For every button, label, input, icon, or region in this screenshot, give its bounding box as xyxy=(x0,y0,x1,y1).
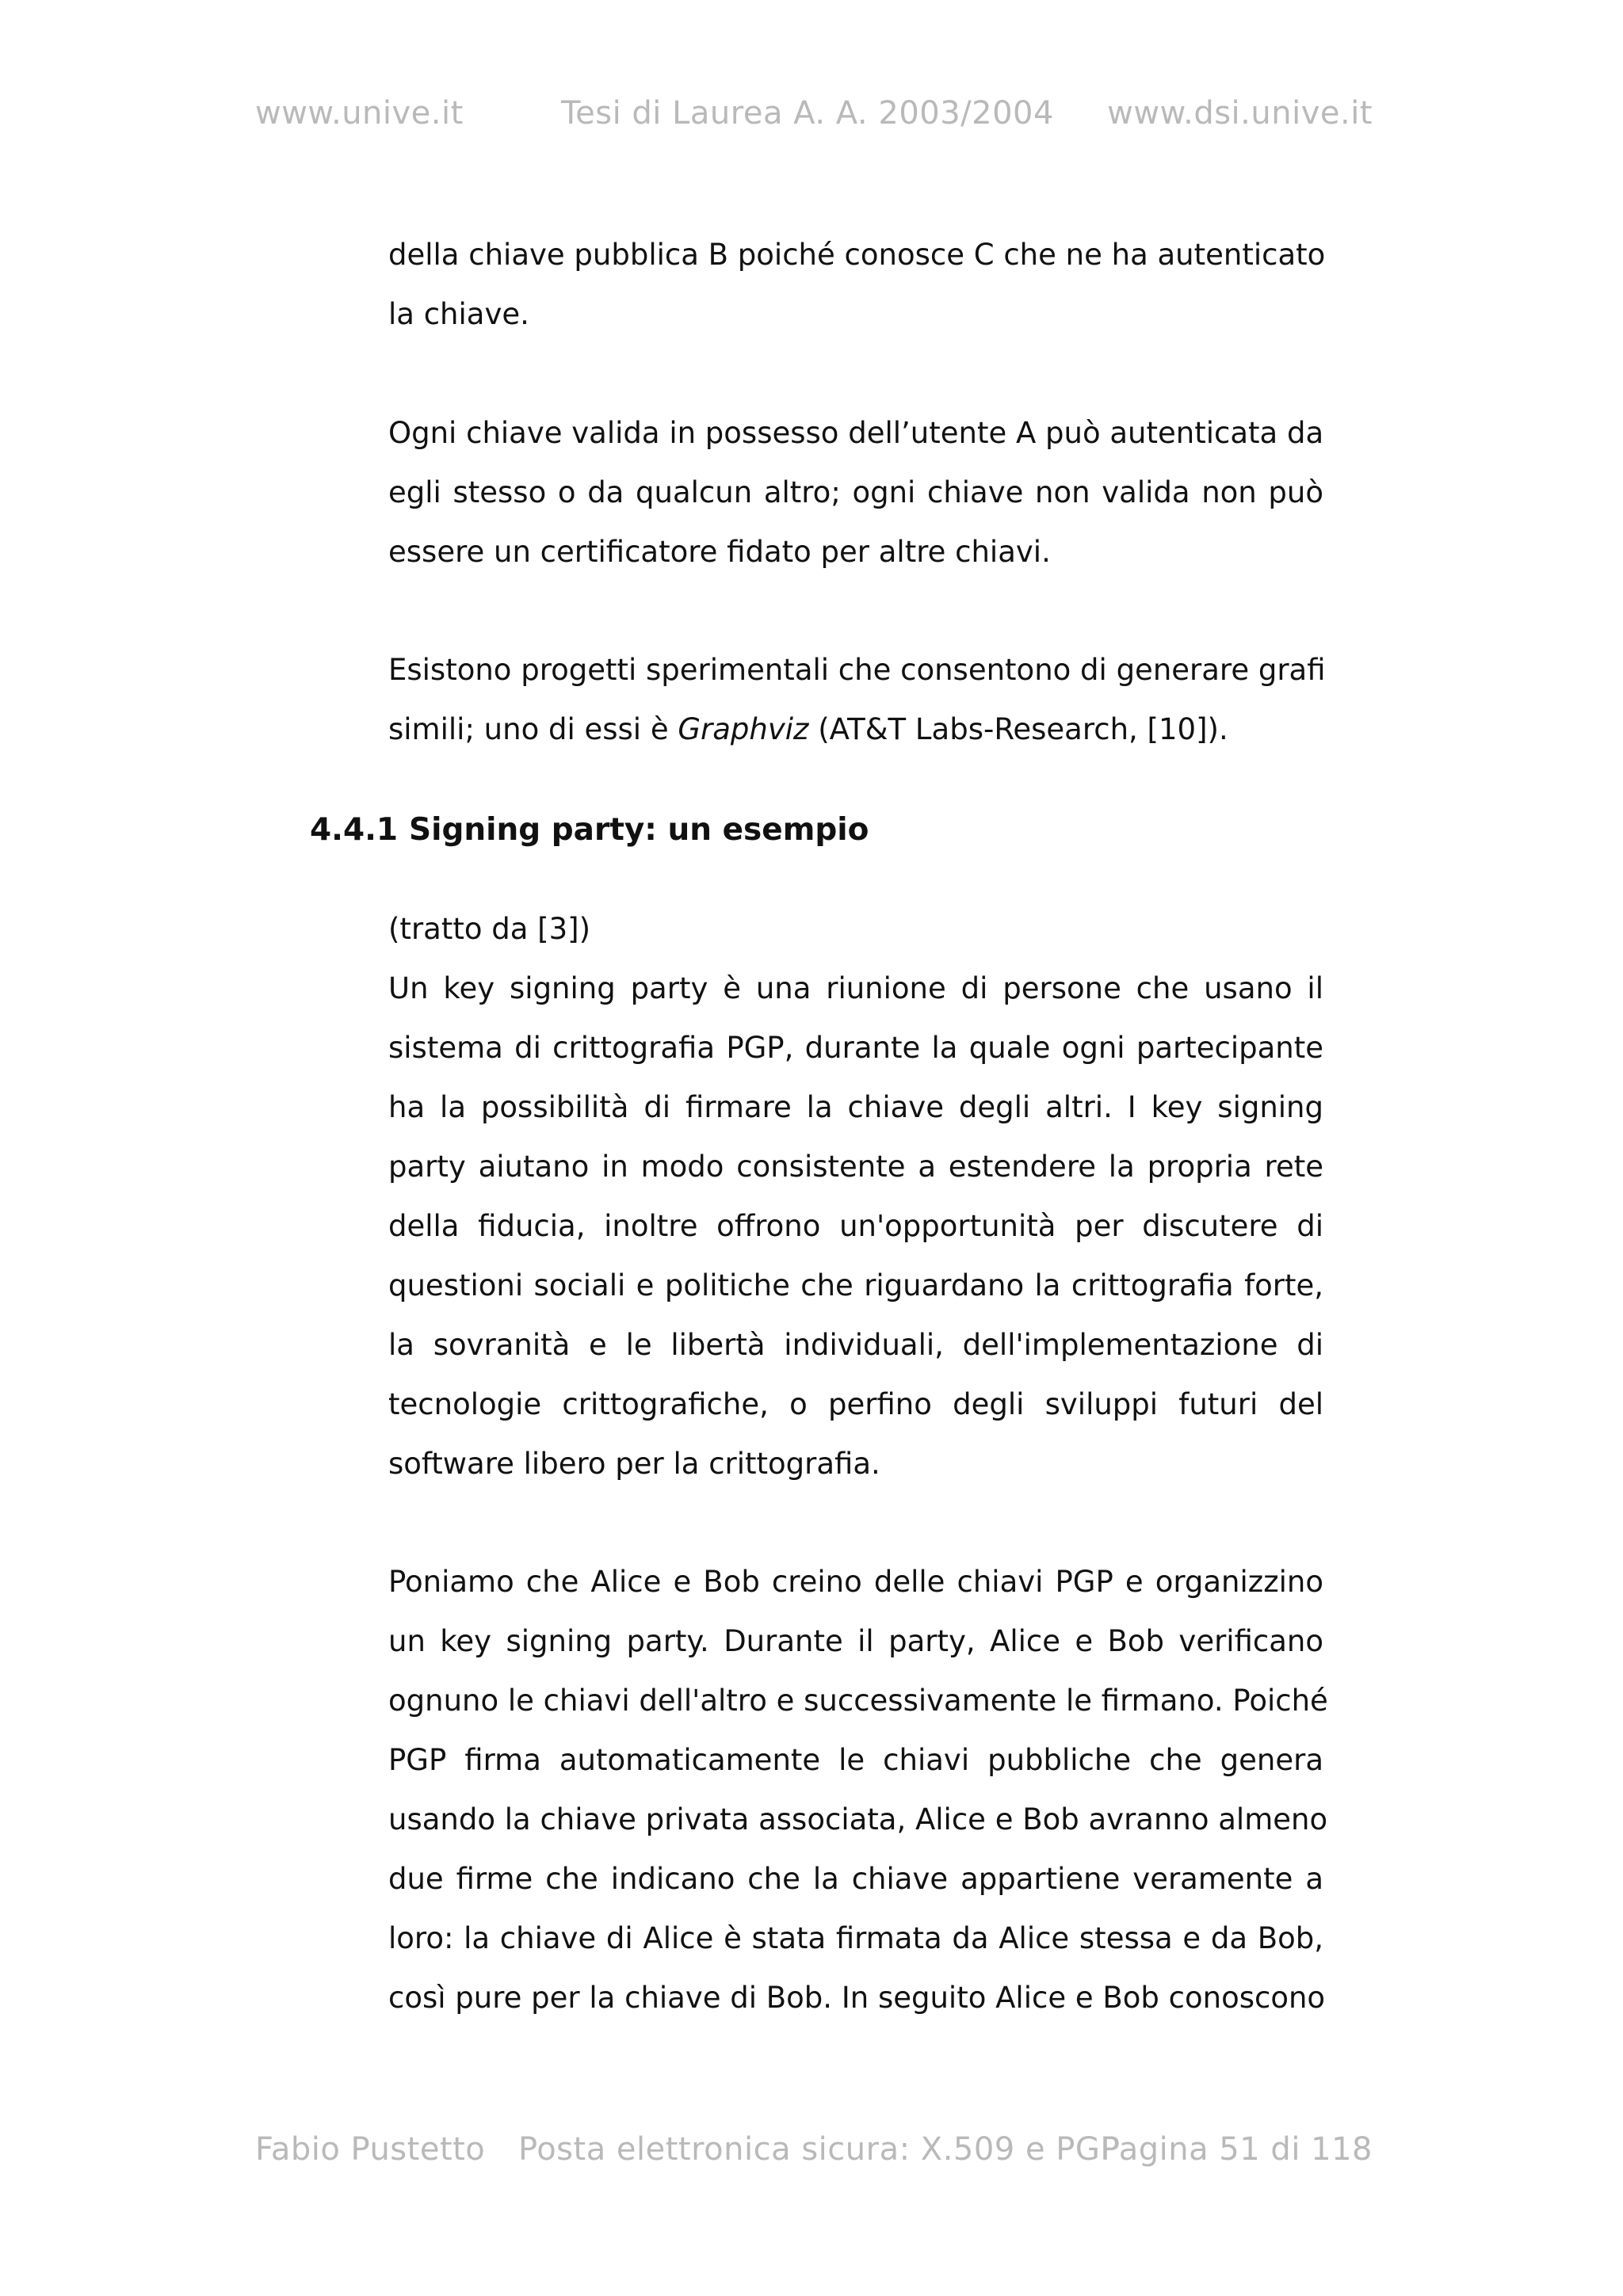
text-line: Esistono progetti sperimentali che consentono di generare grafi xyxy=(388,653,1326,687)
paragraph-4 xyxy=(388,959,1323,1493)
text-segment: (AT&T Labs-Research, [10]). xyxy=(808,712,1228,746)
text-line: un key signing party. Durante il party, Alice e Bob verificano xyxy=(388,1624,1323,1658)
text-line: ha la possibilità di firmare la chiave degli altri. I key signing xyxy=(388,1090,1323,1124)
text-line: Ogni chiave valida in possesso dell’utente A può autenticata da xyxy=(388,416,1324,450)
text-line: (tratto da [3]) xyxy=(388,912,591,946)
text-line: software libero per la crittografia. xyxy=(388,1447,880,1481)
section-title: Signing party: un esempio xyxy=(409,812,869,848)
text-line: della chiave pubblica B poiché conosce C che ne ha autenticato xyxy=(388,238,1326,272)
text-line: egli stesso o da qualcun altro; ogni chiave non valida non può xyxy=(388,475,1323,509)
text-line: usando la chiave privata associata, Alice e Bob avranno almeno xyxy=(388,1802,1328,1836)
text-segment: simili; uno di essi è xyxy=(388,712,678,746)
text-line: Poniamo che Alice e Bob creino delle chiavi PGP e organizzino xyxy=(388,1565,1323,1599)
section-number: 4.4.1 xyxy=(310,812,399,848)
text-line xyxy=(388,700,1323,759)
header-right-url: www.dsi.unive.it xyxy=(1107,95,1373,132)
text-line: PGP firma automaticamente le chiavi pubbliche che genera xyxy=(388,1743,1323,1777)
text-line: party aiutano in modo consistente a estendere la propria rete xyxy=(388,1150,1323,1184)
source-note xyxy=(388,899,1323,959)
text-line: la chiave. xyxy=(388,297,529,331)
text-line: due firme che indicano che la chiave appartiene veramente a xyxy=(388,1862,1323,1896)
paragraph-1 xyxy=(388,225,1326,344)
paragraph-3 xyxy=(388,640,1326,759)
paragraph-2 xyxy=(388,403,1323,582)
text-line: sistema di crittografia PGP, durante la quale ogni partecipante xyxy=(388,1031,1323,1065)
text-line: questioni sociali e politiche che riguardano la crittografia forte, xyxy=(388,1268,1323,1302)
header-thesis-title: Tesi di Laurea A. A. 2003/2004 xyxy=(561,95,1054,132)
text-line: la sovranità e le libertà individuali, dell'implementazione di xyxy=(388,1328,1323,1362)
text-line: ognuno le chiavi dell'altro e successivamente le firmano. Poiché xyxy=(388,1684,1328,1718)
paragraph-5 xyxy=(388,1552,1328,2027)
text-line: loro: la chiave di Alice è stata firmata da Alice stessa e da Bob, xyxy=(388,1921,1323,1955)
header-left-url: www.unive.it xyxy=(255,95,464,132)
text-line: essere un certificatore fidato per altre chiavi. xyxy=(388,535,1051,569)
text-line: così pure per la chiave di Bob. In seguito Alice e Bob conoscono xyxy=(388,1981,1326,2015)
section-heading xyxy=(310,800,869,860)
footer-document-title: Posta elettronica sicura: X.509 e PGP xyxy=(518,2131,1121,2168)
text-line: della fiducia, inoltre offrono un'opportunità per discutere di xyxy=(388,1209,1323,1243)
footer-page-number: Pagina 51 di 118 xyxy=(1100,2131,1373,2168)
footer-author: Fabio Pustetto xyxy=(255,2131,486,2168)
text-line: tecnologie crittografiche, o perfino degli sviluppi futuri del xyxy=(388,1387,1323,1421)
text-line: Un key signing party è una riunione di persone che usano il xyxy=(388,971,1323,1005)
graphviz-italic: Graphviz xyxy=(678,712,809,746)
